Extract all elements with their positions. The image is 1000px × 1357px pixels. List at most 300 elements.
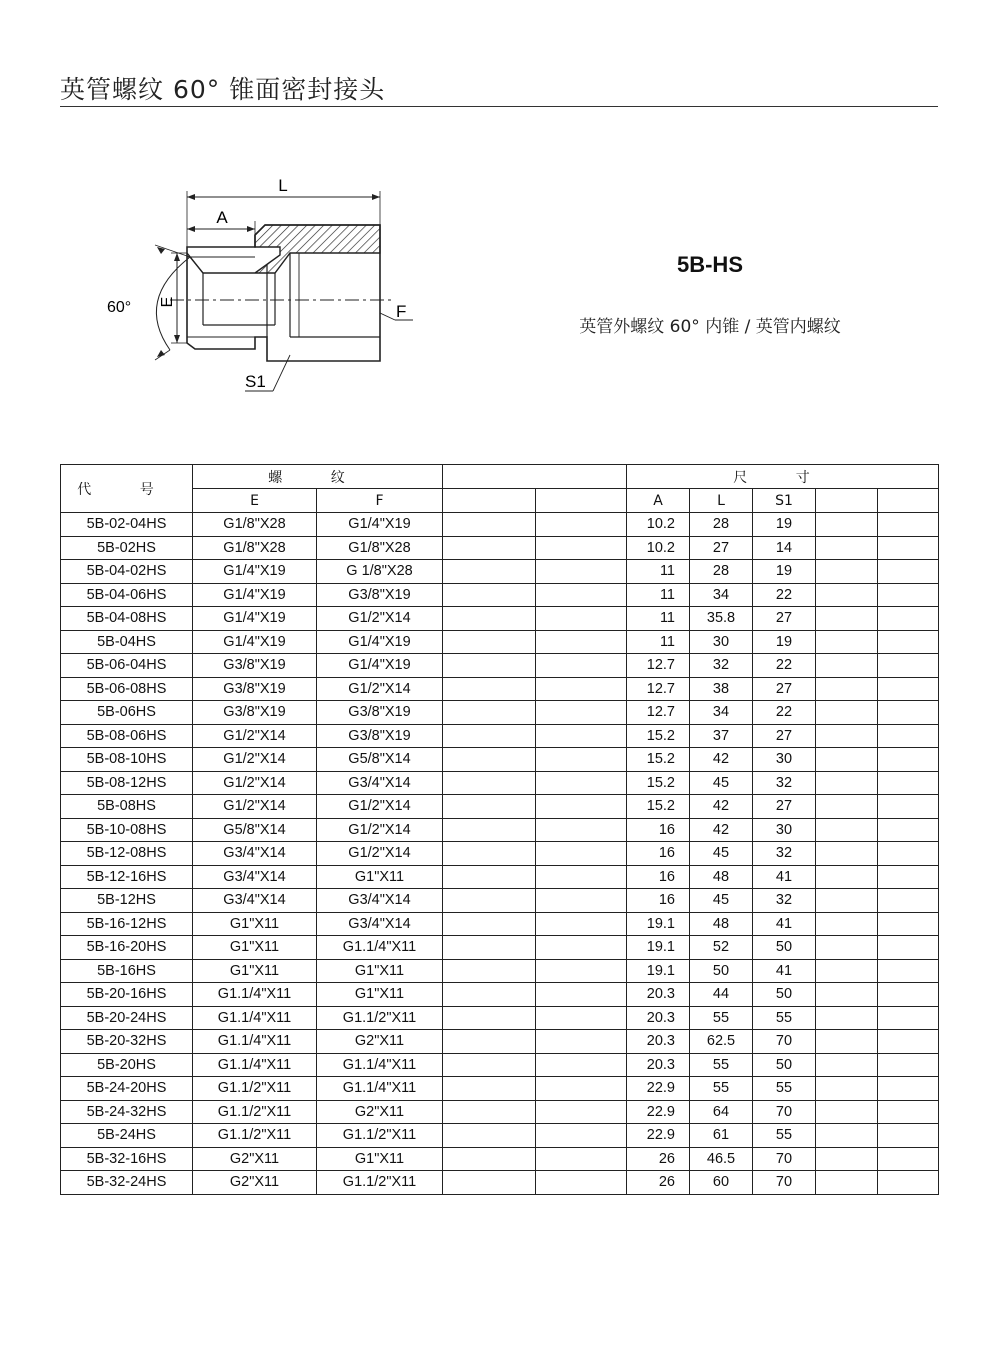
cell-code: 5B-32-16HS — [61, 1147, 193, 1171]
cell-empty — [816, 560, 878, 584]
cell-empty — [816, 536, 878, 560]
cell-empty — [536, 1124, 627, 1148]
cell-A: 26 — [627, 1147, 690, 1171]
cell-empty — [536, 983, 627, 1007]
cell-A: 22.9 — [627, 1100, 690, 1124]
cell-empty — [816, 983, 878, 1007]
cell-A: 22.9 — [627, 1077, 690, 1101]
cell-F: G1/4"X19 — [317, 630, 443, 654]
cell-F: G1/2"X14 — [317, 607, 443, 631]
cell-F: G1"X11 — [317, 983, 443, 1007]
col-empty-4 — [878, 489, 939, 513]
col-F: F — [317, 489, 443, 513]
cell-A: 10.2 — [627, 536, 690, 560]
cell-empty — [536, 959, 627, 983]
header-code: 代 号 — [61, 465, 193, 513]
table-row — [61, 1077, 939, 1101]
angle-label: 60° — [107, 299, 132, 316]
cell-E: G3/8"X19 — [193, 677, 317, 701]
cell-L: 60 — [690, 1171, 753, 1195]
header-size: 尺 寸 — [627, 465, 939, 489]
cell-empty — [443, 912, 536, 936]
cell-empty — [443, 701, 536, 725]
cell-code: 5B-24HS — [61, 1124, 193, 1148]
table-row — [61, 1171, 939, 1195]
cell-L: 55 — [690, 1053, 753, 1077]
cell-empty — [878, 865, 939, 889]
cell-F: G2"X11 — [317, 1030, 443, 1054]
cell-A: 26 — [627, 1171, 690, 1195]
cell-empty — [878, 1171, 939, 1195]
cell-empty — [878, 630, 939, 654]
cell-empty — [816, 1006, 878, 1030]
cell-empty — [816, 513, 878, 537]
cell-S1: 22 — [753, 701, 816, 725]
cell-code: 5B-04-02HS — [61, 560, 193, 584]
cell-empty — [536, 795, 627, 819]
cell-A: 11 — [627, 607, 690, 631]
cell-code: 5B-20HS — [61, 1053, 193, 1077]
cell-empty — [443, 795, 536, 819]
cell-E: G1/8"X28 — [193, 536, 317, 560]
cell-empty — [443, 654, 536, 678]
cell-F: G1.1/4"X11 — [317, 1053, 443, 1077]
cell-empty — [816, 959, 878, 983]
table-row — [61, 842, 939, 866]
cell-E: G1/2"X14 — [193, 771, 317, 795]
cell-code: 5B-08-12HS — [61, 771, 193, 795]
cell-empty — [443, 677, 536, 701]
cell-empty — [443, 959, 536, 983]
cell-empty — [536, 724, 627, 748]
cell-E: G2"X11 — [193, 1147, 317, 1171]
cell-empty — [443, 1053, 536, 1077]
table-row — [61, 1147, 939, 1171]
cell-empty — [816, 795, 878, 819]
cell-empty — [443, 865, 536, 889]
cell-S1: 50 — [753, 1053, 816, 1077]
cell-code: 5B-04-08HS — [61, 607, 193, 631]
cell-empty — [816, 607, 878, 631]
cell-empty — [443, 1100, 536, 1124]
cell-code: 5B-12-16HS — [61, 865, 193, 889]
cell-F: G1/2"X14 — [317, 795, 443, 819]
cell-empty — [536, 865, 627, 889]
cell-E: G1"X11 — [193, 959, 317, 983]
cell-code: 5B-02-04HS — [61, 513, 193, 537]
cell-empty — [816, 1053, 878, 1077]
cell-E: G1.1/2"X11 — [193, 1077, 317, 1101]
cell-L: 48 — [690, 912, 753, 936]
cell-F: G1"X11 — [317, 1147, 443, 1171]
cell-empty — [536, 748, 627, 772]
cell-empty — [878, 536, 939, 560]
cell-empty — [878, 912, 939, 936]
dim-L-label: L — [278, 176, 288, 195]
cell-empty — [443, 1147, 536, 1171]
cell-E: G1/2"X14 — [193, 748, 317, 772]
cell-empty — [816, 818, 878, 842]
cell-empty — [816, 1124, 878, 1148]
cell-F: G1.1/4"X11 — [317, 1077, 443, 1101]
cell-empty — [816, 936, 878, 960]
cell-L: 55 — [690, 1077, 753, 1101]
cell-empty — [536, 583, 627, 607]
cell-E: G1/2"X14 — [193, 795, 317, 819]
cell-code: 5B-08-10HS — [61, 748, 193, 772]
cell-empty — [443, 936, 536, 960]
cell-empty — [536, 1053, 627, 1077]
cell-S1: 32 — [753, 889, 816, 913]
dim-S1-label: S1 — [245, 372, 266, 391]
table-row — [61, 654, 939, 678]
cell-F: G1/4"X19 — [317, 513, 443, 537]
cell-L: 48 — [690, 865, 753, 889]
cell-empty — [816, 677, 878, 701]
cell-F: G3/8"X19 — [317, 583, 443, 607]
col-S1: S1 — [753, 489, 816, 513]
table-row — [61, 1124, 939, 1148]
table-row — [61, 936, 939, 960]
cell-code: 5B-12-08HS — [61, 842, 193, 866]
cell-empty — [443, 748, 536, 772]
cell-A: 16 — [627, 889, 690, 913]
cell-F: G1.1/2"X11 — [317, 1124, 443, 1148]
cell-S1: 50 — [753, 983, 816, 1007]
cell-empty — [878, 513, 939, 537]
cell-S1: 14 — [753, 536, 816, 560]
cell-empty — [878, 724, 939, 748]
cell-empty — [443, 1030, 536, 1054]
table-row — [61, 818, 939, 842]
cell-empty — [443, 560, 536, 584]
cell-empty — [443, 607, 536, 631]
cell-code: 5B-16-20HS — [61, 936, 193, 960]
cell-empty — [443, 724, 536, 748]
cell-A: 11 — [627, 583, 690, 607]
cell-A: 16 — [627, 818, 690, 842]
cell-S1: 70 — [753, 1100, 816, 1124]
table-row — [61, 795, 939, 819]
cell-S1: 70 — [753, 1030, 816, 1054]
cell-empty — [536, 1077, 627, 1101]
cell-empty — [816, 701, 878, 725]
cell-E: G3/8"X19 — [193, 701, 317, 725]
cell-L: 55 — [690, 1006, 753, 1030]
cell-F: G1/2"X14 — [317, 842, 443, 866]
cell-S1: 70 — [753, 1171, 816, 1195]
cell-E: G2"X11 — [193, 1171, 317, 1195]
cell-A: 19.1 — [627, 912, 690, 936]
cell-empty — [536, 1147, 627, 1171]
cell-A: 16 — [627, 865, 690, 889]
cell-L: 30 — [690, 630, 753, 654]
cell-S1: 41 — [753, 959, 816, 983]
cell-E: G1"X11 — [193, 912, 317, 936]
cell-empty — [536, 513, 627, 537]
cell-empty — [878, 1147, 939, 1171]
table-row — [61, 1100, 939, 1124]
cell-F: G1.1/2"X11 — [317, 1171, 443, 1195]
cell-empty — [443, 983, 536, 1007]
cell-code: 5B-04-06HS — [61, 583, 193, 607]
cell-code: 5B-06-08HS — [61, 677, 193, 701]
cell-A: 12.7 — [627, 654, 690, 678]
cell-L: 52 — [690, 936, 753, 960]
cell-E: G1/2"X14 — [193, 724, 317, 748]
cell-F: G1"X11 — [317, 959, 443, 983]
table-row — [61, 630, 939, 654]
cell-E: G1.1/4"X11 — [193, 1030, 317, 1054]
cell-empty — [536, 889, 627, 913]
cell-A: 11 — [627, 630, 690, 654]
col-empty-2 — [536, 489, 627, 513]
cell-A: 19.1 — [627, 936, 690, 960]
cell-A: 12.7 — [627, 701, 690, 725]
cell-S1: 32 — [753, 771, 816, 795]
cell-F: G2"X11 — [317, 1100, 443, 1124]
cell-code: 5B-16-12HS — [61, 912, 193, 936]
cell-code: 5B-12HS — [61, 889, 193, 913]
dim-F-label: F — [396, 302, 407, 321]
cell-S1: 50 — [753, 936, 816, 960]
cell-empty — [816, 889, 878, 913]
cell-F: G1/4"X19 — [317, 654, 443, 678]
cell-S1: 22 — [753, 654, 816, 678]
cell-code: 5B-06HS — [61, 701, 193, 725]
cell-empty — [878, 654, 939, 678]
cell-L: 34 — [690, 583, 753, 607]
cell-S1: 19 — [753, 630, 816, 654]
table-row — [61, 724, 939, 748]
cell-empty — [536, 607, 627, 631]
cell-empty — [816, 1147, 878, 1171]
cell-code: 5B-24-20HS — [61, 1077, 193, 1101]
cell-L: 46.5 — [690, 1147, 753, 1171]
table-row — [61, 889, 939, 913]
col-empty-3 — [816, 489, 878, 513]
cell-S1: 19 — [753, 560, 816, 584]
cell-empty — [536, 1006, 627, 1030]
cell-S1: 27 — [753, 795, 816, 819]
cell-L: 28 — [690, 513, 753, 537]
cell-empty — [816, 842, 878, 866]
cell-empty — [878, 959, 939, 983]
cell-empty — [536, 1030, 627, 1054]
cell-empty — [443, 536, 536, 560]
cell-empty — [878, 889, 939, 913]
col-A: A — [627, 489, 690, 513]
table-row — [61, 583, 939, 607]
cell-L: 45 — [690, 771, 753, 795]
cell-E: G1.1/4"X11 — [193, 1053, 317, 1077]
cell-S1: 27 — [753, 677, 816, 701]
cell-code: 5B-20-16HS — [61, 983, 193, 1007]
cell-code: 5B-32-24HS — [61, 1171, 193, 1195]
fitting-diagram — [95, 165, 435, 400]
cell-F: G1.1/4"X11 — [317, 936, 443, 960]
cell-A: 15.2 — [627, 795, 690, 819]
cell-F: G5/8"X14 — [317, 748, 443, 772]
header-empty-1 — [443, 465, 627, 489]
cell-empty — [816, 1077, 878, 1101]
col-E: E — [193, 489, 317, 513]
cell-E: G1/4"X19 — [193, 630, 317, 654]
table-row — [61, 607, 939, 631]
table-row — [61, 1053, 939, 1077]
cell-S1: 19 — [753, 513, 816, 537]
cell-F: G3/8"X19 — [317, 701, 443, 725]
cell-empty — [443, 842, 536, 866]
cell-empty — [536, 536, 627, 560]
cell-empty — [443, 513, 536, 537]
cell-F: G3/4"X14 — [317, 771, 443, 795]
cell-L: 44 — [690, 983, 753, 1007]
cell-empty — [443, 889, 536, 913]
cell-L: 50 — [690, 959, 753, 983]
cell-A: 10.2 — [627, 513, 690, 537]
cell-code: 5B-08HS — [61, 795, 193, 819]
cell-F: G 1/8"X28 — [317, 560, 443, 584]
cell-A: 12.7 — [627, 677, 690, 701]
spec-table — [60, 464, 939, 1195]
cell-empty — [536, 1171, 627, 1195]
col-L: L — [690, 489, 753, 513]
cell-E: G1/8"X28 — [193, 513, 317, 537]
cell-A: 20.3 — [627, 1006, 690, 1030]
cell-S1: 32 — [753, 842, 816, 866]
cell-A: 15.2 — [627, 748, 690, 772]
cell-empty — [878, 748, 939, 772]
spec-table-body — [61, 513, 939, 1195]
cell-A: 20.3 — [627, 1030, 690, 1054]
cell-empty — [443, 771, 536, 795]
cell-S1: 30 — [753, 748, 816, 772]
table-row — [61, 536, 939, 560]
cell-empty — [443, 1006, 536, 1030]
cell-L: 64 — [690, 1100, 753, 1124]
cell-empty — [878, 1124, 939, 1148]
cell-L: 45 — [690, 842, 753, 866]
cell-F: G1/2"X14 — [317, 818, 443, 842]
cell-empty — [536, 654, 627, 678]
model-description: 英管外螺纹 60° 内锥 / 英管内螺纹 — [579, 317, 841, 337]
cell-code: 5B-16HS — [61, 959, 193, 983]
header-thread: 螺 纹 — [193, 465, 443, 489]
cell-L: 27 — [690, 536, 753, 560]
cell-E: G3/4"X14 — [193, 865, 317, 889]
cell-A: 16 — [627, 842, 690, 866]
table-row — [61, 1006, 939, 1030]
cell-E: G1.1/4"X11 — [193, 1006, 317, 1030]
cell-L: 37 — [690, 724, 753, 748]
table-row — [61, 1030, 939, 1054]
cell-empty — [816, 583, 878, 607]
cell-empty — [816, 1030, 878, 1054]
cell-A: 20.3 — [627, 983, 690, 1007]
cell-L: 61 — [690, 1124, 753, 1148]
cell-E: G1/4"X19 — [193, 560, 317, 584]
cell-code: 5B-04HS — [61, 630, 193, 654]
cell-L: 42 — [690, 818, 753, 842]
cell-empty — [878, 1077, 939, 1101]
cell-empty — [816, 654, 878, 678]
cell-empty — [536, 771, 627, 795]
cell-empty — [878, 583, 939, 607]
cell-F: G3/4"X14 — [317, 889, 443, 913]
cell-empty — [443, 1124, 536, 1148]
dim-E-label: E — [159, 296, 176, 308]
cell-E: G1.1/2"X11 — [193, 1100, 317, 1124]
upper-section-hatch — [187, 225, 380, 273]
cell-S1: 22 — [753, 583, 816, 607]
cell-F: G1/8"X28 — [317, 536, 443, 560]
table-row — [61, 983, 939, 1007]
cell-empty — [443, 630, 536, 654]
cell-empty — [878, 1030, 939, 1054]
cell-empty — [878, 1053, 939, 1077]
cell-empty — [816, 1100, 878, 1124]
cell-S1: 30 — [753, 818, 816, 842]
cell-E: G1.1/4"X11 — [193, 983, 317, 1007]
cell-empty — [536, 842, 627, 866]
cell-empty — [878, 936, 939, 960]
cell-empty — [878, 701, 939, 725]
cell-code: 5B-20-32HS — [61, 1030, 193, 1054]
cell-empty — [443, 1077, 536, 1101]
cell-empty — [443, 818, 536, 842]
cell-E: G1/4"X19 — [193, 583, 317, 607]
cell-empty — [878, 1100, 939, 1124]
cell-code: 5B-10-08HS — [61, 818, 193, 842]
cell-S1: 55 — [753, 1124, 816, 1148]
cell-code: 5B-06-04HS — [61, 654, 193, 678]
cell-empty — [878, 677, 939, 701]
cell-F: G3/4"X14 — [317, 912, 443, 936]
cell-code: 5B-02HS — [61, 536, 193, 560]
cell-code: 5B-24-32HS — [61, 1100, 193, 1124]
cell-L: 34 — [690, 701, 753, 725]
cell-L: 45 — [690, 889, 753, 913]
cell-code: 5B-20-24HS — [61, 1006, 193, 1030]
cell-E: G1.1/2"X11 — [193, 1124, 317, 1148]
cell-S1: 55 — [753, 1006, 816, 1030]
cell-empty — [878, 771, 939, 795]
cell-L: 38 — [690, 677, 753, 701]
cell-empty — [878, 560, 939, 584]
model-code: 5B-HS — [676, 252, 743, 277]
cell-S1: 70 — [753, 1147, 816, 1171]
col-empty-1 — [443, 489, 536, 513]
cell-empty — [816, 748, 878, 772]
cell-empty — [816, 630, 878, 654]
cell-empty — [816, 1171, 878, 1195]
cell-empty — [536, 630, 627, 654]
cell-S1: 41 — [753, 865, 816, 889]
cell-A: 11 — [627, 560, 690, 584]
cell-empty — [536, 560, 627, 584]
cell-L: 28 — [690, 560, 753, 584]
cell-empty — [878, 983, 939, 1007]
cell-empty — [878, 607, 939, 631]
cell-empty — [536, 701, 627, 725]
cell-E: G5/8"X14 — [193, 818, 317, 842]
dim-A-label: A — [216, 208, 228, 227]
cell-empty — [816, 724, 878, 748]
cell-empty — [443, 1171, 536, 1195]
cell-empty — [878, 842, 939, 866]
cell-E: G3/8"X19 — [193, 654, 317, 678]
